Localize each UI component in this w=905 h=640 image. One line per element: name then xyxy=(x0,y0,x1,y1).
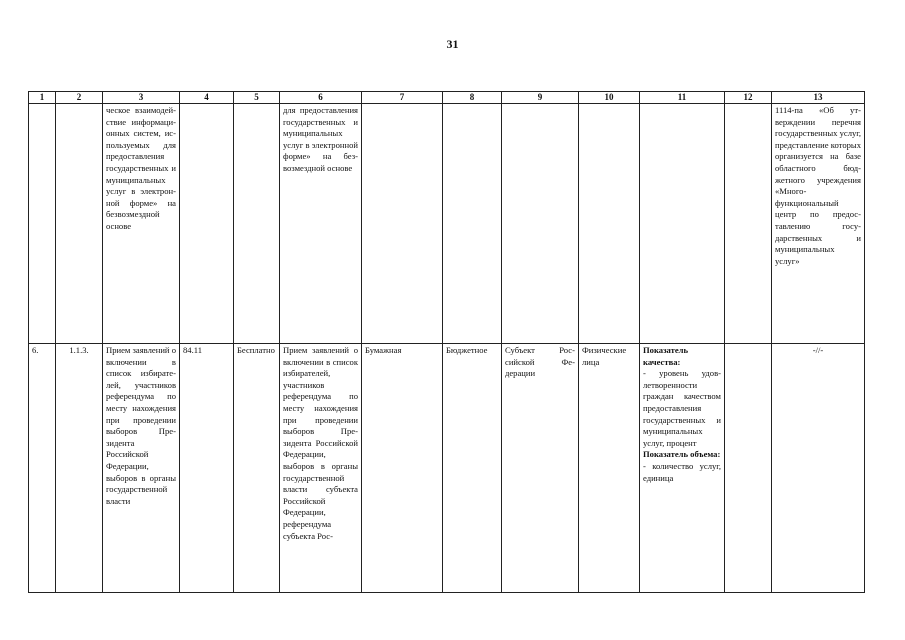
cell-consumers: Физические лица xyxy=(579,344,640,593)
cell-service-name: Прием заявлений о включении в список избирателей, участников референдума по месту нахождения при проведении выборов Президента Российской Федерации, выборов в органы государственной власти xyxy=(103,344,180,593)
header-cell: 4 xyxy=(180,92,234,104)
cell-indicators xyxy=(640,104,725,344)
cell-col12 xyxy=(725,344,772,593)
cell-institution-type: Бюджетное xyxy=(443,344,502,593)
cell-legal-basis: -//- xyxy=(772,344,865,593)
header-cell: 3 xyxy=(103,92,180,104)
cell-level: Субъект Российской Федерации xyxy=(502,344,579,593)
header-cell: 9 xyxy=(502,92,579,104)
header-cell: 5 xyxy=(234,92,280,104)
cell-consumers xyxy=(579,104,640,344)
header-cell: 11 xyxy=(640,92,725,104)
cell-form: Бумажная xyxy=(362,344,443,593)
cell-payment xyxy=(234,104,280,344)
cell-content: Прием заявлений о включении в список избирателей, участников референдума по месту нахождения при проведении выборов Президента Российской Федерации, выборов в органы государственной власти субъекта Российской Федерации, референдума субъекта Рос- xyxy=(280,344,362,593)
cell-number: 6. xyxy=(29,344,56,593)
volume-indicator-text: - количество услуг, единица xyxy=(643,460,721,483)
cell-okved: 84.11 xyxy=(180,344,234,593)
cell-level xyxy=(502,104,579,344)
header-cell: 6 xyxy=(280,92,362,104)
cell-col12 xyxy=(725,104,772,344)
cell-okved xyxy=(180,104,234,344)
header-cell: 8 xyxy=(443,92,502,104)
cell-code xyxy=(56,104,103,344)
cell-indicators xyxy=(640,344,725,593)
header-cell: 2 xyxy=(56,92,103,104)
page-number: 31 xyxy=(446,37,459,51)
cell-legal-basis: 1114-па «Об утверждении перечня государственных услуг, представление которых организуется на базе областного бюджетного учреждения «Многофункциональный центр по предоставлению государственных и муниципальных услуг» xyxy=(772,104,865,344)
header-cell: 10 xyxy=(579,92,640,104)
cell-payment: Бесплатно xyxy=(234,344,280,593)
services-table xyxy=(28,91,865,593)
header-cell: 13 xyxy=(772,92,865,104)
header-cell: 7 xyxy=(362,92,443,104)
header-cell: 1 xyxy=(29,92,56,104)
cell-number xyxy=(29,104,56,344)
cell-form xyxy=(362,104,443,344)
cell-institution-type xyxy=(443,104,502,344)
header-row xyxy=(29,92,865,104)
cell-service-name: ческое взаимодействие информационных систем, используемых для предоставления государственных и муниципальных услуг в электронной форме» на безвозмездной основе xyxy=(103,104,180,344)
table-row-6 xyxy=(29,344,865,593)
quality-indicator-text: - уровень удовлетворенности граждан качеством предоставления государственных и муниципальных услуг, процент xyxy=(643,368,721,448)
cell-code: 1.1.3. xyxy=(56,344,103,593)
cell-content: для предоставления государственных и муниципальных услуг в электронной форме» на безвозмездной основе xyxy=(280,104,362,344)
table-row-continued xyxy=(29,104,865,344)
header-cell: 12 xyxy=(725,92,772,104)
quality-indicator-label: Показатель качества: xyxy=(643,345,689,367)
volume-indicator-label: Показатель объема: xyxy=(643,449,721,460)
